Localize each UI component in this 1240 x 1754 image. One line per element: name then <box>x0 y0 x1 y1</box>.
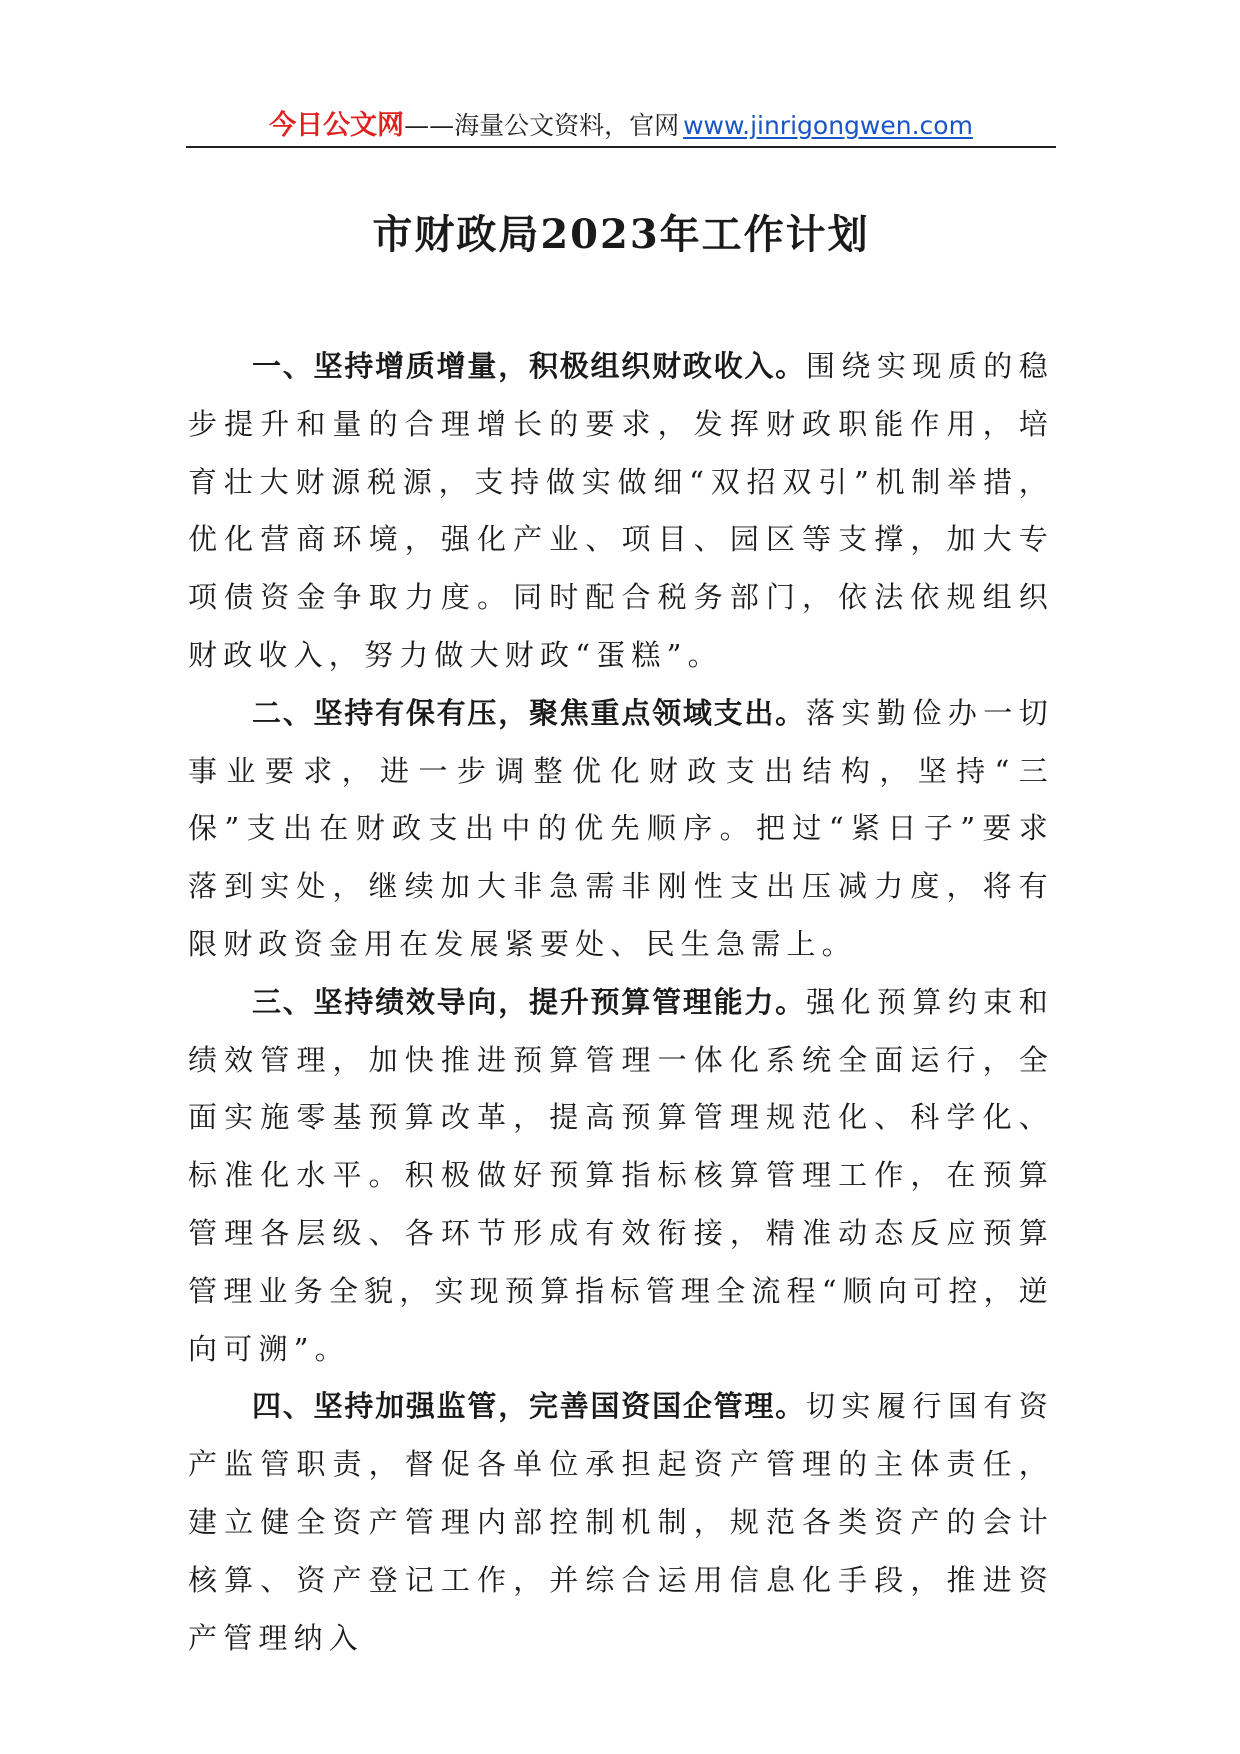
document-title: 市财政局2023年工作计划 <box>372 211 870 258</box>
document-body <box>188 338 1054 1667</box>
section-heading-4: 四、坚持加强监管，完善国资国企管理。 <box>252 1389 806 1424</box>
section-paragraph-3 <box>188 974 1054 1379</box>
section-heading-1: 一、坚持增质增量，积极组织财政收入。 <box>252 349 806 383</box>
section-heading-3: 三、坚持绩效导向，提升预算管理能力。 <box>252 984 806 1019</box>
section-heading-2: 二、坚持有保有压，聚焦重点领域支出。 <box>252 695 806 730</box>
section-text-4: 切实履行国有资产监管职责，督促各单位承担起资产管理的主体责任，建立健全资产管理内部控制机制，规范各类资产的会计核算、资产登记工作，并综合运用信息化手段，推进资产管理纳入 <box>188 1389 1054 1655</box>
header-tagline: ——海量公文资料，官网 <box>404 111 680 140</box>
brand-name: 今日公文网 <box>269 110 405 141</box>
section-text-2: 落实勤俭办一切事业要求，进一步调整优化财政支出结构，坚持“三保”支出在财政支出中的优先顺序。把过“紧日子”要求落到实处，继续加大非急需非刚性支出压减力度，将有限财政资金用在发展紧要处、民生急需上。 <box>188 695 1054 961</box>
section-paragraph-2 <box>188 685 1054 974</box>
section-text-3: 强化预算约束和绩效管理，加快推进预算管理一体化系统全面运行，全面实施零基预算改革，提高预算管理规范化、科学化、标准化水平。积极做好预算指标核算管理工作，在预算管理各层级、各环节形成有效衔接，精准动态反应预算管理业务全貌，实现预算指标管理全流程“顺向可控，逆向可溯”。 <box>188 984 1054 1366</box>
section-paragraph-4 <box>188 1378 1054 1667</box>
website-link[interactable]: www.jinrigongwen.com <box>683 111 973 140</box>
page-header <box>186 104 1056 148</box>
section-text-1: 围绕实现质的稳步提升和量的合理增长的要求，发挥财政职能作用，培育壮大财源税源，支持做实做细“双招双引”机制举措，优化营商环境，强化产业、项目、园区等支撑，加大专项债资金争取力度。同时配合税务部门，依法依规组织财政收入，努力做大财政“蛋糕”。 <box>188 349 1054 672</box>
section-paragraph-1 <box>188 338 1054 685</box>
